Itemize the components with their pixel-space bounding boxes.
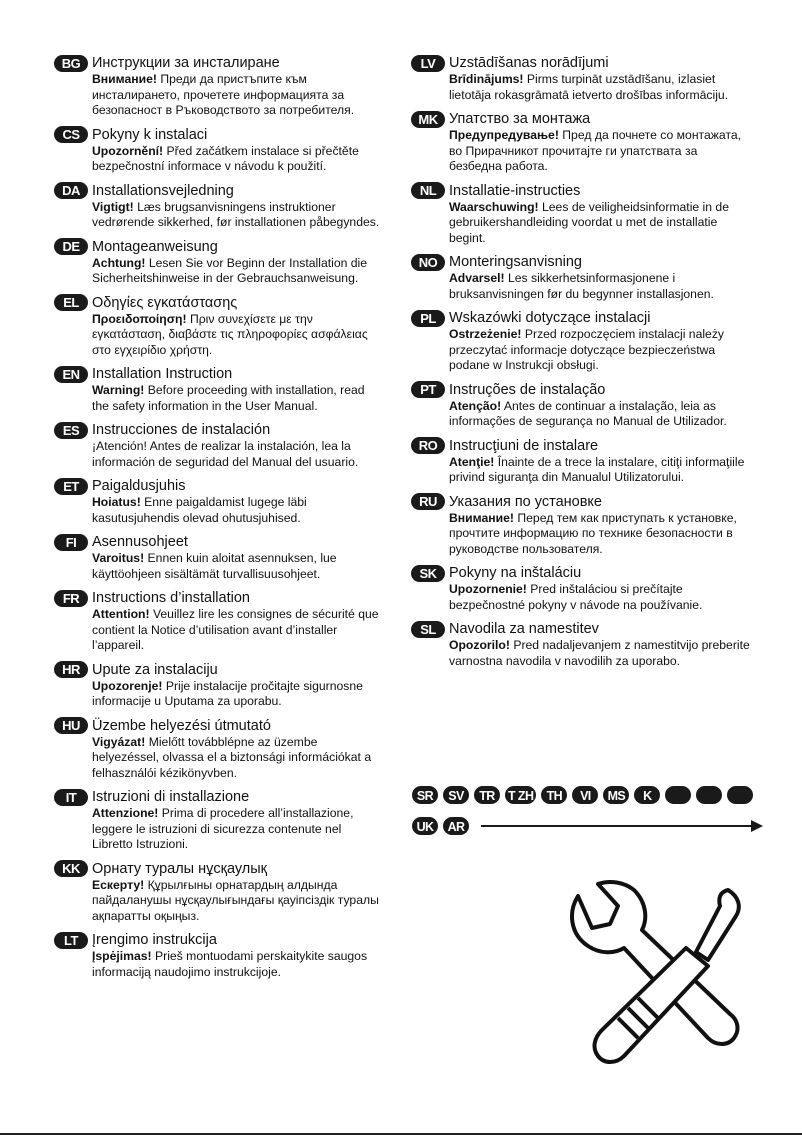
entry-text: Veuillez lire les consignes de sécurité que contient la Notice d’utilisation avant d’installer l’appareil.	[92, 607, 379, 652]
warning-label: Achtung!	[92, 255, 146, 270]
language-code-badge: SK	[411, 565, 445, 582]
entry-header	[54, 589, 384, 607]
language-code-badge: PL	[411, 310, 445, 327]
entry-title: Instrucţiuni de instalare	[449, 437, 599, 454]
language-code-badge: EL	[54, 294, 88, 311]
entry-header	[411, 54, 751, 72]
entry-title: Üzembe helyezési útmutató	[92, 717, 271, 734]
language-code-badge: HU	[54, 717, 88, 734]
language-code-badge: FR	[54, 590, 88, 607]
entry-body	[92, 144, 384, 175]
warning-label: Upozorenje!	[92, 678, 163, 693]
language-badge: SV	[442, 785, 470, 805]
entry-text: Pred nadaljevanjem z namestitvijo preberite varnostna navodila v navodilih za uporabo.	[449, 638, 750, 668]
entry-text: Înainte de a trece la instalare, citiţi informaţiile privind siguranţa din Manualul Utilizatorului.	[449, 454, 745, 484]
language-code-badge: MK	[411, 111, 445, 128]
entry-header	[411, 253, 751, 271]
language-badge	[726, 785, 754, 805]
entry-title: Instructions d’installation	[92, 590, 250, 606]
instruction-entry-en	[54, 365, 384, 414]
language-badge	[664, 785, 692, 805]
entry-text: Læs brugsanvisningens instruktioner vedrørende sikkerhed, før installationen påbegyndes.	[92, 199, 380, 229]
entry-body	[449, 271, 751, 302]
entry-body	[449, 511, 751, 558]
language-code-badge: KK	[54, 860, 88, 877]
entry-title: Οδηγίες εγκατάστασης	[92, 294, 238, 311]
instruction-entry-es	[54, 421, 384, 470]
instruction-entry-lv	[411, 54, 751, 103]
entry-text: Преди да пристъпите към инсталирането, прочетете информацията за безопасност в Ръководството за потребителя.	[92, 72, 355, 117]
entry-body	[92, 200, 384, 231]
language-badge: AR	[442, 816, 470, 836]
instruction-entry-el	[54, 294, 384, 359]
entry-header	[54, 661, 384, 679]
entry-body	[92, 551, 384, 582]
language-badge: K	[633, 785, 661, 805]
language-badge: VI	[571, 785, 599, 805]
instruction-entry-pl	[411, 309, 751, 374]
language-code-badge: CS	[54, 126, 88, 143]
entry-title: Орнату туралы нұсқаулық	[92, 860, 268, 877]
entry-text: Πριν συνεχίσετε με την εγκατάσταση, διαβάστε τις πληροφορίες ασφάλειας στο εγχειρίδιο χρήστη.	[92, 311, 368, 357]
warning-label: Ескерту!	[92, 877, 145, 892]
instructions-column-left	[54, 54, 384, 987]
entry-text: Пред да почнете со монтажата, во Прирачникот прочитајте ги упатствата за безбедна работа.	[449, 128, 742, 173]
entry-text: Prieš montuodami perskaitykite saugos informaciją naudojimo instrukcijoje.	[92, 949, 368, 979]
language-code-badge: NO	[411, 254, 445, 271]
entry-body	[449, 327, 751, 374]
instruction-entry-nl	[411, 182, 751, 247]
entry-title: Instrucciones de instalación	[92, 422, 271, 438]
entry-title: Uzstādīšanas norādījumi	[449, 55, 609, 71]
entry-text: Prije instalacije pročitajte sigurnosne informacije u Uputama za uporabu.	[92, 678, 363, 708]
entry-title: Monteringsanvisning	[449, 254, 582, 270]
wrench-screwdriver-icon	[558, 878, 758, 1078]
warning-label: Προειδοποίηση!	[92, 311, 187, 326]
language-badge: T ZH	[504, 785, 537, 805]
entry-header	[54, 182, 384, 200]
warning-label: Opozorilo!	[449, 638, 510, 652]
warning-label: Įspėjimas!	[92, 949, 152, 963]
language-code-badge: FI	[54, 534, 88, 551]
instruction-entry-hu	[54, 717, 384, 782]
entry-body	[92, 679, 384, 710]
instructions-column-right	[411, 54, 751, 676]
language-code-badge: BG	[54, 55, 88, 72]
entry-header	[54, 788, 384, 806]
warning-label: Advarsel!	[449, 271, 505, 285]
language-code-badge: PT	[411, 381, 445, 398]
warning-label: Vigtigt!	[92, 199, 134, 214]
warning-label: Waarschuwing!	[449, 199, 539, 214]
instruction-entry-sk	[411, 564, 751, 613]
instruction-entry-lt	[54, 931, 384, 980]
language-code-badge: RU	[411, 493, 445, 510]
entry-title: Упатство за монтажа	[449, 111, 591, 127]
entry-header	[54, 421, 384, 439]
entry-text: Les sikkerhetsinformasjonene i bruksanvisningen før du begynner installasjonen.	[449, 271, 714, 301]
instruction-entry-bg	[54, 54, 384, 119]
instruction-entry-it	[54, 788, 384, 853]
entry-title: Navodila za namestitev	[449, 621, 599, 637]
warning-label: Upozornění!	[92, 143, 164, 158]
entry-body	[92, 439, 384, 470]
warning-label: Warning!	[92, 383, 145, 397]
language-badges-row-2	[411, 815, 761, 837]
instruction-entry-no	[411, 253, 751, 302]
entry-header	[411, 381, 751, 399]
instruction-entry-kk	[54, 860, 384, 925]
entry-header	[411, 493, 751, 511]
warning-label: Brīdinājums!	[449, 72, 524, 86]
language-badge: TR	[473, 785, 501, 805]
entry-header	[54, 931, 384, 949]
entry-header	[411, 110, 751, 128]
entry-header	[411, 182, 751, 200]
entry-title: Wskazówki dotyczące instalacji	[449, 310, 651, 326]
instruction-entry-mk	[411, 110, 751, 175]
warning-label: Attenzione!	[92, 806, 159, 820]
entry-body	[92, 949, 384, 980]
entry-text: Lesen Sie vor Beginn der Installation die Sicherheitshinweise in der Gebrauchsanweisung.	[92, 255, 368, 285]
entry-body	[92, 878, 384, 925]
entry-header	[54, 477, 384, 495]
instruction-entry-fr	[54, 589, 384, 654]
entry-text: Pred inštaláciou si prečítajte bezpečnostné pokyny v návode na používanie.	[449, 582, 703, 612]
entry-header	[54, 365, 384, 383]
entry-body	[449, 128, 751, 175]
entry-header	[411, 564, 751, 582]
entry-text: Lees de veiligheidsinformatie in de gebruikershandleiding voordat u met de installatie begint.	[449, 199, 729, 245]
entry-title: Asennusohjeet	[92, 534, 188, 550]
entry-title: Pokyny na inštaláciu	[449, 565, 582, 581]
warning-label: Attention!	[92, 607, 150, 621]
language-badge: UK	[411, 816, 439, 836]
instruction-entry-ro	[411, 437, 751, 486]
entry-title: Istruzioni di installazione	[92, 789, 250, 805]
warning-label: Atenção!	[449, 398, 502, 413]
language-code-badge: DE	[54, 238, 88, 255]
language-code-badge: IT	[54, 789, 88, 806]
bottom-rule	[0, 1133, 802, 1135]
entry-body	[449, 72, 751, 103]
language-code-badge: ET	[54, 478, 88, 495]
entry-text: Pirms turpināt uzstādīšanu, izlasiet lietotāja rokasgrāmatā ietverto drošības informāciju.	[449, 72, 729, 102]
entry-body	[92, 607, 384, 654]
entry-title: Указания по установке	[449, 493, 602, 510]
language-code-badge: SL	[411, 621, 445, 638]
warning-label: Varoitus!	[92, 551, 145, 565]
entry-body	[92, 495, 384, 526]
instruction-entry-fi	[54, 533, 384, 582]
entry-title: Installatie-instructies	[449, 182, 581, 199]
entry-header	[54, 238, 384, 256]
entry-title: Installation Instruction	[92, 366, 233, 382]
entry-header	[411, 437, 751, 455]
entry-title: Инструкции за инсталиране	[92, 55, 280, 71]
arrow-right-icon	[481, 825, 761, 827]
entry-title: Instruções de instalação	[449, 381, 606, 398]
warning-label: Внимание!	[92, 72, 157, 86]
entry-text: Enne paigaldamist lugege läbi kasutusjuhendis olevad ohutusjuhised.	[92, 495, 307, 525]
warning-label: Vigyázat!	[92, 734, 146, 749]
language-badge	[695, 785, 723, 805]
entry-header	[411, 620, 751, 638]
warning-label: Upozornenie!	[449, 582, 527, 596]
entry-header	[54, 294, 384, 312]
warning-label: Hoiatus!	[92, 495, 141, 509]
entry-text: Ennen kuin aloitat asennuksen, lue käyttöohjeen sisältämät turvallisuusohjeet.	[92, 551, 337, 581]
instruction-entry-de	[54, 238, 384, 287]
instruction-entry-pt	[411, 381, 751, 430]
entry-body	[449, 455, 751, 486]
language-code-badge: EN	[54, 366, 88, 383]
language-code-badge: LV	[411, 55, 445, 72]
entry-header	[411, 309, 751, 327]
warning-label: Предупредување!	[449, 128, 559, 142]
instruction-entry-cs	[54, 126, 384, 175]
entry-text: Mielőtt továbblépne az üzembe helyezéssel, olvassa el a biztonsági információkat a felhasználói kézikönyvben.	[92, 734, 372, 780]
language-code-badge: NL	[411, 182, 445, 199]
entry-body	[92, 735, 384, 782]
warning-label: Внимание!	[449, 510, 514, 525]
entry-text: Przed rozpoczęciem instalacji należy przeczytać informacje dotyczące bezpieczeństwa podane w Instrukcji obsługi.	[449, 327, 725, 372]
entry-header	[54, 126, 384, 144]
entry-text: Құрылғыны орнатардың алдында пайдаланушы нұсқаулығындағы қауіпсіздік туралы ақпаратты оқыңыз.	[92, 877, 379, 923]
instruction-entry-hr	[54, 661, 384, 710]
entry-body	[92, 806, 384, 853]
entry-body	[449, 582, 751, 613]
entry-header	[54, 717, 384, 735]
language-badge: TH	[540, 785, 568, 805]
instruction-entry-et	[54, 477, 384, 526]
entry-text: Antes de continuar a instalação, leia as informações de segurança no Manual de Utilizador.	[449, 398, 727, 428]
instruction-entry-sl	[411, 620, 751, 669]
instruction-entry-ru	[411, 493, 751, 558]
entry-body	[92, 383, 384, 414]
entry-text: ¡Atención! Antes de realizar la instalación, lea la información de seguridad del Manual del usuario.	[92, 439, 359, 469]
language-code-badge: ES	[54, 422, 88, 439]
entry-text: Перед тем как приступать к установке, прочтите информацию по технике безопасности в руководстве пользователя.	[449, 510, 737, 556]
entry-header	[54, 54, 384, 72]
entry-body	[92, 312, 384, 359]
entry-header	[54, 860, 384, 878]
entry-title: Paigaldusjuhis	[92, 478, 186, 494]
entry-title: Installationsvejledning	[92, 182, 234, 199]
language-badge: SR	[411, 785, 439, 805]
entry-text: Before proceeding with installation, read the safety information in the User Manual.	[92, 383, 365, 413]
entry-title: Įrengimo instrukcija	[92, 932, 217, 948]
entry-body	[449, 399, 751, 430]
language-code-badge: DA	[54, 182, 88, 199]
warning-label: Atenţie!	[449, 454, 495, 469]
entry-body	[449, 638, 751, 669]
language-badge: MS	[602, 785, 630, 805]
language-badges-row-1	[411, 785, 761, 805]
warning-label: Ostrzeżenie!	[449, 327, 522, 341]
instruction-entry-da	[54, 182, 384, 231]
entry-title: Upute za instalaciju	[92, 661, 218, 678]
entry-title: Montageanweisung	[92, 238, 218, 255]
entry-body	[92, 72, 384, 119]
entry-text: Prima di procedere all’installazione, leggere le istruzioni di sicurezza contenute nel Libretto Istruzioni.	[92, 806, 354, 851]
entry-title: Pokyny k instalaci	[92, 126, 208, 143]
language-code-badge: RO	[411, 437, 445, 454]
language-code-badge: LT	[54, 932, 88, 949]
entry-header	[54, 533, 384, 551]
language-code-badge: HR	[54, 661, 88, 678]
entry-body	[92, 256, 384, 287]
entry-text: Před začátkem instalace si přečtěte bezpečnostní informace v návodu k použití.	[92, 143, 359, 173]
entry-body	[449, 200, 751, 247]
